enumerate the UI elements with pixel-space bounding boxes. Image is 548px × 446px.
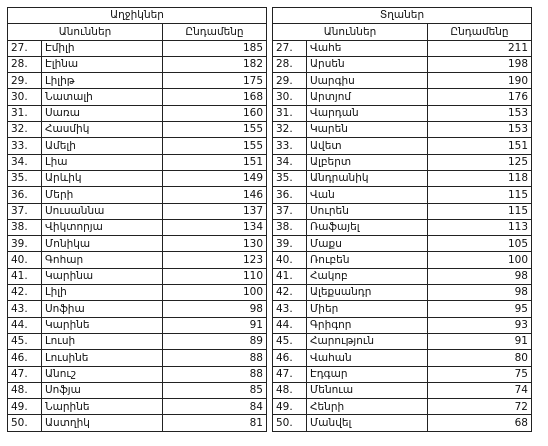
boy-rank: 34. — [273, 154, 307, 170]
boy-count: 125 — [428, 154, 532, 170]
boy-name: Վարդան — [307, 105, 428, 121]
girl-count: 155 — [163, 138, 267, 154]
table-row — [8, 285, 532, 301]
girl-name: Էմիլի — [42, 40, 163, 56]
boy-rank: 35. — [273, 170, 307, 186]
table-row — [8, 56, 532, 72]
table-row — [8, 40, 532, 56]
boy-name: Հակոբ — [307, 268, 428, 284]
girl-name: Սառա — [42, 105, 163, 121]
boy-count: 153 — [428, 105, 532, 121]
boy-name: Ալբերտ — [307, 154, 428, 170]
boy-count: 100 — [428, 252, 532, 268]
girl-count: 88 — [163, 366, 267, 382]
boy-count: 118 — [428, 170, 532, 186]
boy-rank: 40. — [273, 252, 307, 268]
boy-rank: 47. — [273, 366, 307, 382]
boy-rank: 30. — [273, 89, 307, 105]
girl-count: 160 — [163, 105, 267, 121]
girl-name: Հասմիկ — [42, 122, 163, 138]
girl-count: 146 — [163, 187, 267, 203]
table-row — [8, 122, 532, 138]
girl-count: 168 — [163, 89, 267, 105]
boy-rank: 36. — [273, 187, 307, 203]
boy-name: Մաքս — [307, 236, 428, 252]
boy-count: 115 — [428, 203, 532, 219]
table-row — [8, 170, 532, 186]
girl-count: 123 — [163, 252, 267, 268]
girl-rank: 42. — [8, 285, 42, 301]
boy-name: Էդգար — [307, 366, 428, 382]
girl-name: Լիա — [42, 154, 163, 170]
girl-name: Մերի — [42, 187, 163, 203]
girl-name: Վիկտորյա — [42, 219, 163, 235]
boy-rank: 27. — [273, 40, 307, 56]
column-header-total-boys: Ընդամենը — [428, 24, 532, 40]
boy-name: Գրիգոր — [307, 317, 428, 333]
girl-count: 149 — [163, 170, 267, 186]
girl-name: Լիլիթ — [42, 73, 163, 89]
boy-rank: 33. — [273, 138, 307, 154]
boy-name: Ռուբեն — [307, 252, 428, 268]
boy-name: Մանվել — [307, 415, 428, 431]
table-row — [8, 350, 532, 366]
girl-name: Գոհար — [42, 252, 163, 268]
boy-rank: 44. — [273, 317, 307, 333]
girl-rank: 27. — [8, 40, 42, 56]
girl-name: Մոնիկա — [42, 236, 163, 252]
girl-name: Ամելի — [42, 138, 163, 154]
boy-rank: 41. — [273, 268, 307, 284]
girl-rank: 45. — [8, 333, 42, 349]
boy-name: Միեր — [307, 301, 428, 317]
table-row — [8, 105, 532, 121]
girl-rank: 38. — [8, 219, 42, 235]
boy-name: Հարություն — [307, 333, 428, 349]
girl-name: Արևիկ — [42, 170, 163, 186]
boy-rank: 50. — [273, 415, 307, 431]
boy-rank: 29. — [273, 73, 307, 89]
boy-rank: 43. — [273, 301, 307, 317]
girl-name: Լուսինե — [42, 350, 163, 366]
boy-count: 80 — [428, 350, 532, 366]
girl-count: 85 — [163, 382, 267, 398]
table-row — [8, 154, 532, 170]
boy-count: 153 — [428, 122, 532, 138]
table-row — [8, 73, 532, 89]
boy-name: Վահե — [307, 40, 428, 56]
girl-rank: 29. — [8, 73, 42, 89]
boy-name: Կարեն — [307, 122, 428, 138]
girl-rank: 49. — [8, 399, 42, 415]
boy-count: 68 — [428, 415, 532, 431]
girl-name: Կարինե — [42, 317, 163, 333]
boy-count: 72 — [428, 399, 532, 415]
girl-name: Նատալի — [42, 89, 163, 105]
column-header-names-boys: Անուններ — [273, 24, 428, 40]
boy-count: 91 — [428, 333, 532, 349]
table-row — [8, 89, 532, 105]
girl-name: Աստղիկ — [42, 415, 163, 431]
table-row — [8, 138, 532, 154]
boy-rank: 45. — [273, 333, 307, 349]
boy-name: Վահան — [307, 350, 428, 366]
boy-count: 98 — [428, 268, 532, 284]
girl-rank: 31. — [8, 105, 42, 121]
boy-rank: 46. — [273, 350, 307, 366]
girl-rank: 40. — [8, 252, 42, 268]
girl-name: Նարինե — [42, 399, 163, 415]
girl-count: 182 — [163, 56, 267, 72]
boy-count: 93 — [428, 317, 532, 333]
girl-rank: 43. — [8, 301, 42, 317]
girl-count: 110 — [163, 268, 267, 284]
group-header-row — [8, 8, 532, 24]
boy-name: Ավետ — [307, 138, 428, 154]
girl-rank: 39. — [8, 236, 42, 252]
girl-rank: 47. — [8, 366, 42, 382]
boy-name: Մենուա — [307, 382, 428, 398]
boy-count: 190 — [428, 73, 532, 89]
boy-rank: 39. — [273, 236, 307, 252]
girl-count: 98 — [163, 301, 267, 317]
table-row — [8, 268, 532, 284]
girl-rank: 50. — [8, 415, 42, 431]
girl-count: 89 — [163, 333, 267, 349]
girl-name: Սոֆիա — [42, 301, 163, 317]
boy-name: Վան — [307, 187, 428, 203]
boy-rank: 42. — [273, 285, 307, 301]
boy-count: 113 — [428, 219, 532, 235]
girl-name: Լիլի — [42, 285, 163, 301]
girl-count: 185 — [163, 40, 267, 56]
boy-count: 74 — [428, 382, 532, 398]
boy-name: Արսեն — [307, 56, 428, 72]
girl-rank: 44. — [8, 317, 42, 333]
boy-count: 95 — [428, 301, 532, 317]
boy-name: Ռաֆայել — [307, 219, 428, 235]
table-row — [8, 219, 532, 235]
table-row — [8, 187, 532, 203]
table-row — [8, 301, 532, 317]
girl-count: 175 — [163, 73, 267, 89]
girl-rank: 33. — [8, 138, 42, 154]
girl-count: 137 — [163, 203, 267, 219]
girl-rank: 34. — [8, 154, 42, 170]
table-row — [8, 333, 532, 349]
table-row — [8, 203, 532, 219]
boy-name: Անդրանիկ — [307, 170, 428, 186]
girl-count: 84 — [163, 399, 267, 415]
girl-name: Կարինա — [42, 268, 163, 284]
boy-rank: 32. — [273, 122, 307, 138]
column-header-total-girls: Ընդամենը — [163, 24, 267, 40]
boy-count: 198 — [428, 56, 532, 72]
names-table-container — [7, 7, 532, 432]
column-header-row — [8, 24, 532, 40]
girl-count: 100 — [163, 285, 267, 301]
girl-name: Անուշ — [42, 366, 163, 382]
boy-count: 176 — [428, 89, 532, 105]
boy-rank: 48. — [273, 382, 307, 398]
girl-rank: 41. — [8, 268, 42, 284]
boy-count: 105 — [428, 236, 532, 252]
girl-rank: 28. — [8, 56, 42, 72]
girl-rank: 37. — [8, 203, 42, 219]
boy-name: Ալեքսանդր — [307, 285, 428, 301]
boy-count: 98 — [428, 285, 532, 301]
boy-rank: 31. — [273, 105, 307, 121]
boy-rank: 37. — [273, 203, 307, 219]
boy-count: 115 — [428, 187, 532, 203]
table-row — [8, 399, 532, 415]
table-row — [8, 415, 532, 431]
girl-count: 88 — [163, 350, 267, 366]
girl-rank: 30. — [8, 89, 42, 105]
girl-name: Սուսաննա — [42, 203, 163, 219]
table-row — [8, 236, 532, 252]
boy-name: Սարգիս — [307, 73, 428, 89]
girl-rank: 48. — [8, 382, 42, 398]
girl-count: 130 — [163, 236, 267, 252]
boy-rank: 49. — [273, 399, 307, 415]
girl-rank: 36. — [8, 187, 42, 203]
table-row — [8, 382, 532, 398]
table-row — [8, 366, 532, 382]
girl-count: 151 — [163, 154, 267, 170]
girl-count: 81 — [163, 415, 267, 431]
boy-count: 151 — [428, 138, 532, 154]
boy-count: 75 — [428, 366, 532, 382]
girl-count: 134 — [163, 219, 267, 235]
boy-count: 211 — [428, 40, 532, 56]
girl-count: 155 — [163, 122, 267, 138]
girl-rank: 35. — [8, 170, 42, 186]
group-header-boys: Տղաներ — [273, 8, 532, 24]
girl-name: Սոֆյա — [42, 382, 163, 398]
table-row — [8, 317, 532, 333]
boy-name: Հենրի — [307, 399, 428, 415]
column-header-names-girls: Անուններ — [8, 24, 163, 40]
group-header-girls: Աղջիկներ — [8, 8, 267, 24]
boy-rank: 38. — [273, 219, 307, 235]
table-row — [8, 252, 532, 268]
names-table — [7, 7, 532, 432]
boy-rank: 28. — [273, 56, 307, 72]
girl-count: 91 — [163, 317, 267, 333]
boy-name: Արտյոմ — [307, 89, 428, 105]
boy-name: Սուրեն — [307, 203, 428, 219]
girl-rank: 32. — [8, 122, 42, 138]
girl-name: Լուսի — [42, 333, 163, 349]
girl-name: Էլինա — [42, 56, 163, 72]
girl-rank: 46. — [8, 350, 42, 366]
